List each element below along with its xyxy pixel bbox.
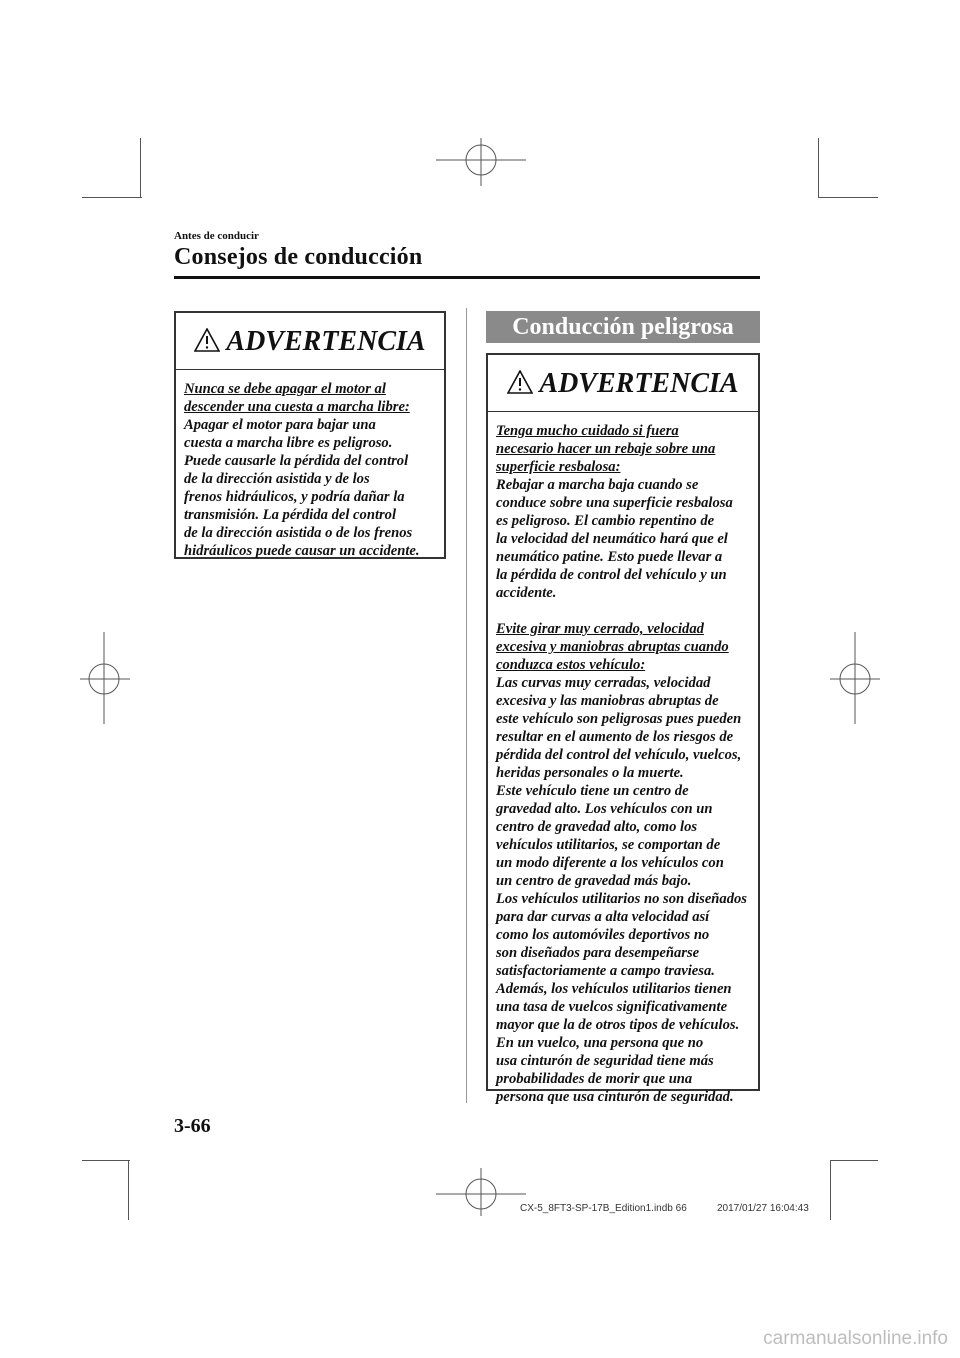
warning-text-line: conduce sobre una superficie resbalosa (496, 495, 733, 511)
registration-mark (830, 632, 880, 724)
warning-text-line: pérdida del control del vehículo, vuelcos, (496, 747, 742, 763)
warning-text-line: de la dirección asistida y de los (184, 471, 370, 487)
footer-filename: CX-5_8FT3-SP-17B_Edition1.indb 66 (520, 1203, 687, 1214)
warning-text-line: vehículos utilitarios, se comportan de (496, 837, 721, 853)
warning-text-line: Este vehículo tiene un centro de (496, 783, 689, 799)
warning-subheading: Nunca se debe apagar el motor al (184, 381, 386, 397)
warning-text-line: la velocidad del neumático hará que el (496, 531, 728, 547)
page-title: Consejos de conducción (174, 244, 423, 270)
registration-mark (436, 138, 526, 186)
warning-text-line: neumático patine. Esto puede llevar a (496, 549, 723, 565)
warning-subheading: descender una cuesta a marcha libre: (184, 399, 410, 415)
warning-text-line: satisfactoriamente a campo traviesa. (496, 963, 715, 979)
warning-text-line: Además, los vehículos utilitarios tienen (496, 981, 732, 997)
title-rule (174, 276, 760, 279)
warning-text-line: cuesta a marcha libre es peligroso. (184, 435, 393, 451)
warning-text-line: probabilidades de morir que una (496, 1071, 693, 1087)
section-label: Antes de conducir (174, 230, 259, 242)
warning-text-line: frenos hidráulicos, y podría dañar la (184, 489, 405, 505)
warning-triangle-icon (507, 370, 533, 394)
crop-mark (818, 138, 819, 198)
warning-text-line: una tasa de vuelcos significativamente (496, 999, 728, 1015)
page-number: 3-66 (174, 1115, 211, 1137)
warning-text-line: Apagar el motor para bajar una (184, 417, 376, 433)
warning-text-line: transmisión. La pérdida del control (184, 507, 397, 523)
warning-text-line: son diseñados para desempeñarse (496, 945, 700, 961)
warning-triangle-icon (194, 328, 220, 352)
crop-mark (82, 1160, 130, 1161)
warning-text-line: mayor que la de otros tipos de vehículos. (496, 1017, 740, 1033)
warning-text-line: heridas personales o la muerte. (496, 765, 684, 781)
footer-timestamp: 2017/01/27 16:04:43 (717, 1203, 809, 1214)
registration-mark (436, 1168, 526, 1216)
warning-text-line: Las curvas muy cerradas, velocidad (496, 675, 711, 691)
warning-text-line: un centro de gravedad más bajo. (496, 873, 692, 889)
crop-mark (128, 1160, 129, 1220)
warning-heading-text: ADVERTENCIA (539, 368, 739, 399)
column-divider (466, 308, 467, 1103)
warning-text-line: En un vuelco, una persona que no (496, 1035, 704, 1051)
warning-heading-text: ADVERTENCIA (226, 326, 426, 357)
warning-text-line: accidente. (496, 585, 557, 601)
warning-box-left (174, 311, 446, 559)
warning-text-line: Rebajar a marcha baja cuando se (496, 477, 699, 493)
section-banner: Conducción peligrosa (486, 311, 760, 343)
warning-text-line: hidráulicos puede causar un accidente. (184, 543, 420, 559)
warning-text-line: de la dirección asistida o de los frenos (184, 525, 413, 541)
warning-text-line: persona que usa cinturón de seguridad. (496, 1089, 734, 1105)
warning-text-line: como los automóviles deportivos no (496, 927, 710, 943)
crop-mark (830, 1160, 878, 1161)
registration-mark (80, 632, 130, 724)
warning-text-line: resultar en el aumento de los riesgos de (496, 729, 734, 745)
warning-subheading: excesiva y maniobras abruptas cuando (496, 639, 729, 655)
crop-mark (140, 138, 141, 198)
warning-heading (176, 313, 444, 370)
paragraph-gap (496, 602, 750, 620)
warning-subheading: Tenga mucho cuidado si fuera (496, 423, 679, 439)
warning-subheading: conduzca estos vehículo: (496, 657, 646, 673)
warning-text-line: centro de gravedad alto, como los (496, 819, 698, 835)
warning-body (176, 370, 444, 570)
crop-mark (818, 197, 878, 198)
warning-text-line: es peligroso. El cambio repentino de (496, 513, 715, 529)
warning-box-right (486, 353, 760, 1105)
warning-subheading: necesario hacer un rebaje sobre una (496, 441, 716, 457)
warning-text-line: usa cinturón de seguridad tiene más (496, 1053, 714, 1069)
warning-text-line: este vehículo son peligrosas pues pueden (496, 711, 742, 727)
warning-text-line: para dar curvas a alta velocidad así (496, 909, 710, 925)
warning-text-line: un modo diferente a los vehículos con (496, 855, 724, 871)
warning-text-line: Los vehículos utilitarios no son diseñados (496, 891, 747, 907)
warning-subheading: superficie resbalosa: (496, 459, 621, 475)
warning-text-line: Puede causarle la pérdida del control (184, 453, 409, 469)
warning-text-line: gravedad alto. Los vehículos con un (496, 801, 713, 817)
warning-body (488, 412, 758, 1116)
crop-mark (830, 1160, 831, 1220)
watermark: carmanualsonline.info (763, 1328, 948, 1349)
warning-text-line: excesiva y las maniobras abruptas de (496, 693, 719, 709)
warning-text-line: la pérdida de control del vehículo y un (496, 567, 727, 583)
crop-mark (82, 197, 142, 198)
warning-heading (488, 355, 758, 412)
warning-subheading: Evite girar muy cerrado, velocidad (496, 621, 704, 637)
